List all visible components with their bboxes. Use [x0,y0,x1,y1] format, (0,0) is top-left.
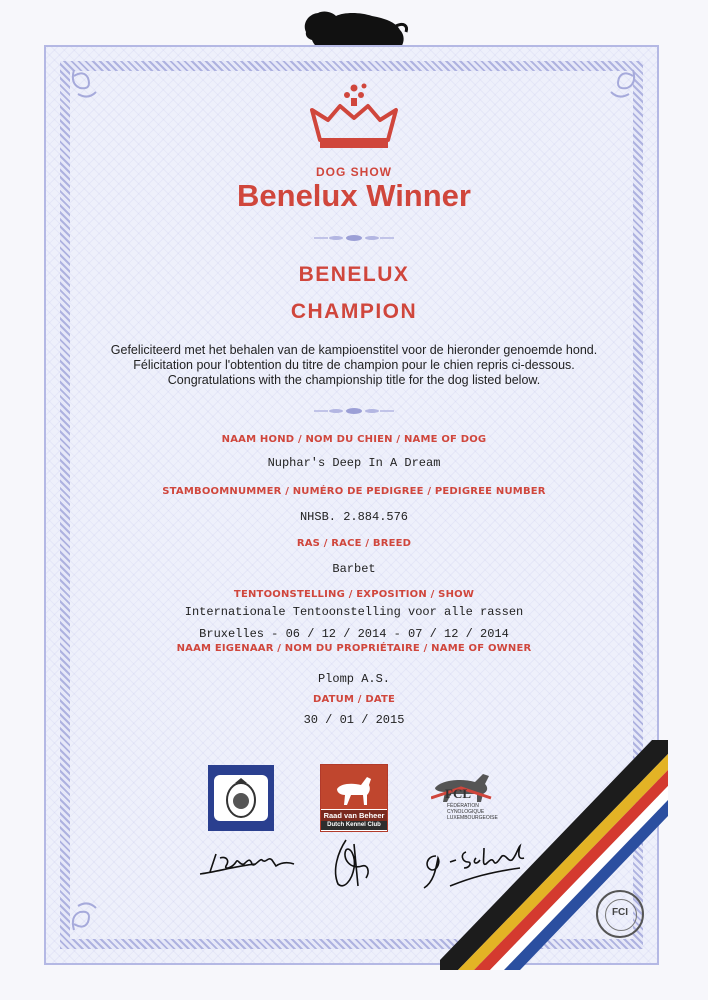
benelux-tricolor-ribbon [440,740,668,970]
intro-line-en: Congratulations with the championship title for the dog listed below. [167,373,541,387]
fcl-line1: FÉDÉRATION [447,803,479,809]
header-title: Benelux Winner [237,178,471,213]
header-subtitle: DOG SHOW [316,165,392,179]
signature-2 [328,836,378,892]
pedigree-value: NHSB. 2.884.576 [299,510,409,524]
intro-line-nl: Gefeliciteerd met het behalen van de kampioenstitel voor de hieronder genoemde hond. [110,343,598,357]
divider-ornament-icon [314,406,394,416]
fci-seal [596,890,644,938]
raad-line2: Dutch Kennel Club [321,821,387,830]
intro-text [0,343,708,388]
greyhound-icon [331,769,377,807]
raad-van-beheer-logo [320,764,388,832]
fcl-line2: CYNOLOGIQUE [447,809,485,815]
certificate-title-line1: BENELUX [298,263,410,286]
divider-ornament-icon [314,233,394,243]
dog-name-label: NAAM HOND / NOM DU CHIEN / NAME OF DOG [221,434,487,445]
owner-value: Plomp A.S. [317,672,390,686]
intro-line-fr: Félicitation pour l'obtention du titre de champion pour le chien repris ci-dessous. [133,358,575,372]
belgian-club-logo [208,765,274,831]
signature-1 [196,844,300,880]
corner-ornament-icon [66,898,102,934]
crown-logo-icon [304,80,404,152]
show-name-value: Internationale Tentoonstelling voor alle rassen [184,605,524,619]
raad-line1: Raad van Beheer [321,810,387,821]
fci-seal-text: FCI [611,907,629,918]
fcl-line3: LUXEMBOURGEOISE [447,815,498,821]
corner-ornament-icon [66,66,102,102]
fcl-abbr: FCL [445,786,471,801]
corner-ornament-icon [605,66,641,102]
club-crest-icon [224,777,258,819]
date-label: DATUM / DATE [312,694,396,705]
breed-label: RAS / RACE / BREED [296,538,412,549]
show-dates-value: Bruxelles - 06 / 12 / 2014 - 07 / 12 / 2014 [199,627,509,641]
pedigree-label: STAMBOOMNUMMER / NUMÉRO DE PEDIGREE / PEDIGREE NUMBER [162,486,546,497]
certificate-title-line2: CHAMPION [290,300,418,323]
show-label: TENTOONSTELLING / EXPOSITION / SHOW [233,589,475,600]
owner-label: NAAM EIGENAAR / NOM DU PROPRIÉTAIRE / NAME OF OWNER [176,643,532,654]
dog-name-value: Nuphar's Deep In A Dream [267,456,441,470]
date-value: 30 / 01 / 2015 [303,713,405,727]
breed-value: Barbet [332,562,376,576]
